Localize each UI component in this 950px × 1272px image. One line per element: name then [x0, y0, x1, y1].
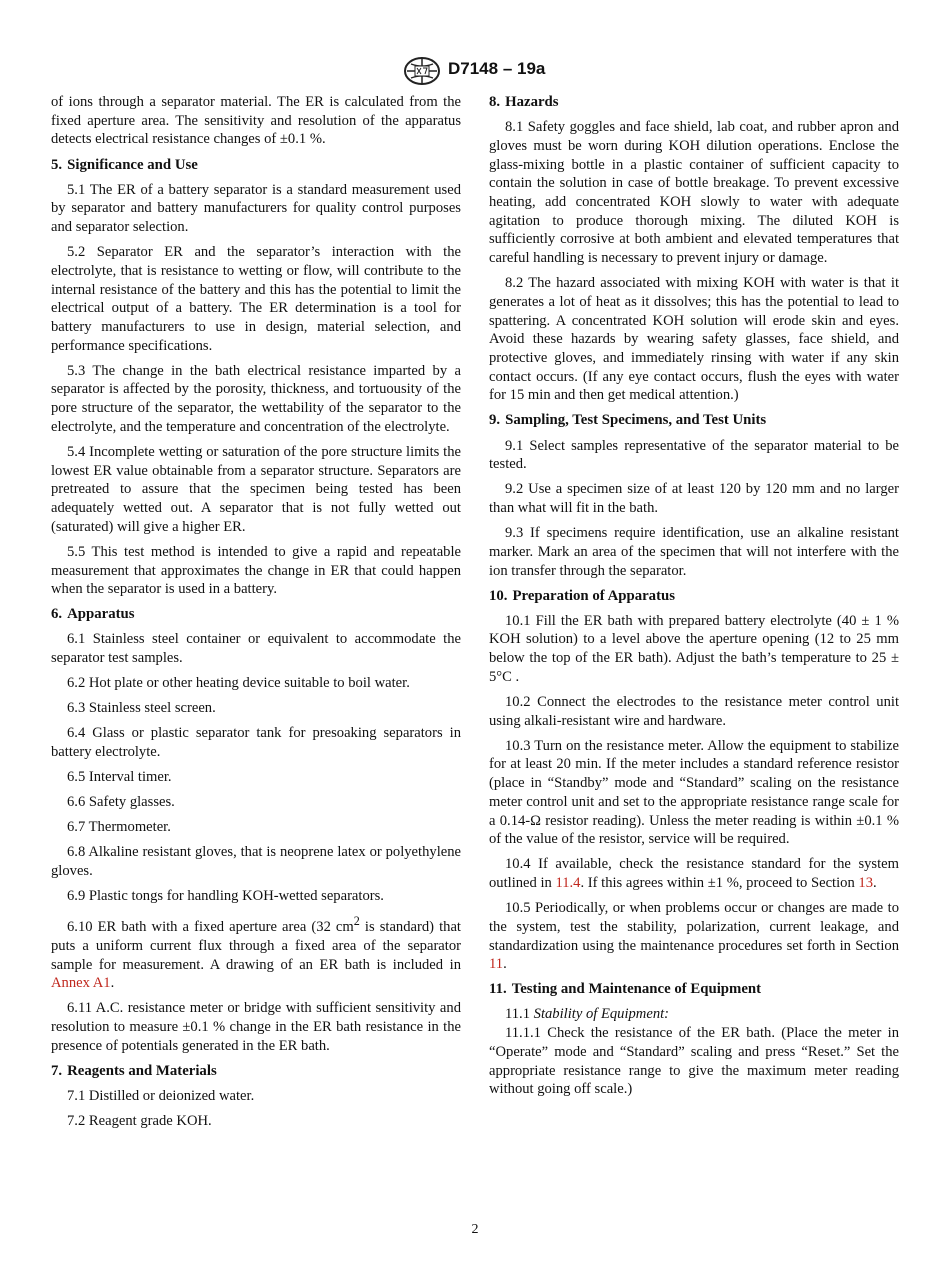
section-number: 11. [489, 981, 507, 998]
section-11-4-link[interactable]: 11.4 [555, 875, 581, 892]
section-title: Hazards [505, 94, 559, 110]
paragraph-6-9: 6.9 Plastic tongs for handling KOH-wetted separators. [67, 888, 384, 905]
superscript: 2 [353, 914, 360, 929]
section-6-heading [51, 605, 461, 624]
section-title: Preparation of Apparatus [512, 587, 675, 604]
astm-logo-icon [403, 56, 441, 86]
text-run: 10.4 If available, check the resistance standard for the system outlined in [489, 856, 899, 892]
section-number: 7. [51, 1062, 63, 1079]
paragraph-6-7: 6.7 Thermometer. [67, 819, 171, 836]
annex-a1-link[interactable]: Annex A1 [51, 975, 111, 992]
paragraph-8-1: 8.1 Safety goggles and face shield, lab coat, and rubber apron and gloves must be worn during KOH dilution operations. Enclose the glass-mixing bottle in a plastic container of sufficient capacity to contain the solution in case of bottle breakage. To prevent excessive heating, add concentrated KOH slowly to water with adequate agitation to produce thorough mixing. The diluted KOH is sufficiently corrosive at both ambient and elevated temperatures that careful handling is necessary to prevent injury or damage. [489, 119, 899, 267]
paragraph-6-4: 6.4 Glass or plastic separator tank for presoaking separators in battery electrolyte. [51, 725, 461, 761]
paragraph-5-1: 5.1 The ER of a battery separator is a standard measurement used by separator and battery manufacturers for quality control purposes and separator selection. [51, 181, 461, 235]
text-run: 10.5 Periodically, or when problems occur or changes are made to the system, test the stability, polarization, current leakage, and standardization using the maintenance procedures set forth in Section [489, 900, 899, 954]
text-run: 11.1 [505, 1006, 534, 1023]
paragraph-6-5: 6.5 Interval timer. [67, 769, 172, 786]
section-number: 5. [51, 156, 63, 173]
paragraph-6-3: 6.3 Stainless steel screen. [67, 700, 216, 717]
text-run: is standard) that puts a uniform current flux through a fixed area of the separator sample for measurement. A drawing of an ER bath is included in [51, 919, 461, 973]
paragraph-10-4 [489, 855, 899, 892]
paragraph-7-1: 7.1 Distilled or deionized water. [67, 1088, 255, 1105]
text-run: . [110, 975, 115, 992]
section-11-heading [489, 980, 899, 999]
italic-subheading: Stability of Equipment: [533, 1006, 670, 1023]
section-number: 9. [489, 412, 501, 429]
paragraph-10-3: 10.3 Turn on the resistance meter. Allow the equipment to stabilize for at least 20 min. If the meter includes a standard reference resistor (place in “Standby” mode and “Standard” scaling on the resistance meter control unit and set to the appropriate resistance range scale for a 0.14-Ω resistor reading). Unless the meter reading is within ±0.1 % of the value of the resistor, service will be required. [489, 737, 899, 848]
page-number: 2 [471, 1222, 479, 1237]
section-number: 6. [51, 606, 63, 623]
section-title: Apparatus [67, 606, 135, 623]
paragraph-6-1: 6.1 Stainless steel container or equivalent to accommodate the separator test samples. [51, 631, 461, 667]
paragraph-10-1: 10.1 Fill the ER bath with prepared battery electrolyte (40 ± 1 % KOH solution) to a level above the aperture opening (12 to 25 mm below the top of the ER bath). Adjust the bath’s temperature to 25 ± 5°C . [489, 612, 899, 685]
text-run: . [503, 956, 507, 973]
paragraph-8-2: 8.2 The hazard associated with mixing KOH with water is that it generates a lot of heat as it dissolves; this has the potential to lead to spattering. A concentrated KOH solution will erode skin and eyes. Avoid these hazards by wearing safety glasses, face shield, and protective gloves, and immediately rinsing with water if any skin contact occurs. (If any eye contact occurs, flush the eyes with water for 15 min and then get medical attention.) [489, 275, 899, 404]
left-column [51, 93, 461, 1137]
paragraph-5-5: 5.5 This test method is intended to give a rapid and repeatable measurement that approximates the change in ER that could happen when the separator is used in a battery. [51, 543, 461, 598]
text-run: 6.10 ER bath with a fixed aperture area (32 cm [67, 919, 354, 936]
section-title: Sampling, Test Specimens, and Test Units [505, 412, 767, 429]
right-column [489, 93, 899, 1105]
paragraph-5-2: 5.2 Separator ER and the separator’s interaction with the electrolyte, that is resistance to wetting or flow, will contribute to the internal resistance of the battery and this has the potential to limit the electrical output of a battery. The ER determination is a tool for battery manufacturers to use in design, material selection, and performance specifications. [51, 244, 461, 354]
paragraph-10-5 [489, 899, 899, 974]
paragraph-9-3: 9.3 If specimens require identification, use an alkaline resistant marker. Mark an area of the specimen that will not interfere with the ion transfer through the separator. [489, 525, 899, 579]
section-5-heading [51, 156, 461, 175]
section-number: 10. [489, 587, 508, 604]
text-run: . [873, 875, 877, 892]
paragraph-9-1: 9.1 Select samples representative of the separator material to be tested. [489, 437, 899, 473]
paragraph-6-11: 6.11 A.C. resistance meter or bridge with sufficient sensitivity and resolution to measure ±0.1 % change in the ER bath resistance in the presence of potentials generated in the ER bath. [51, 1000, 461, 1054]
section-9-heading [489, 411, 899, 430]
section-number: 8. [489, 94, 501, 110]
paragraph-9-2: 9.2 Use a specimen size of at least 120 by 120 mm and no larger than what will fit in the bath. [489, 481, 899, 517]
paragraph-6-8: 6.8 Alkaline resistant gloves, that is neoprene latex or polyethylene gloves. [51, 844, 461, 880]
section-title: Significance and Use [67, 156, 198, 173]
document-id: D7148 – 19a [448, 59, 546, 78]
section-10-heading [489, 587, 899, 606]
paragraph-6-2: 6.2 Hot plate or other heating device suitable to boil water. [67, 675, 410, 692]
section-13-link[interactable]: 13 [858, 875, 874, 892]
page-header [0, 56, 950, 86]
paragraph-6-6: 6.6 Safety glasses. [67, 794, 175, 811]
paragraph-6-10 [51, 912, 461, 993]
text-run: . If this agrees within ±1 %, proceed to Section [580, 875, 859, 892]
section-7-heading [51, 1062, 461, 1081]
section-11-link[interactable]: 11 [489, 956, 504, 973]
paragraph-5-3: 5.3 The change in the bath electrical resistance imparted by a separator is affected by the porosity, thickness, and tortuousity of the pore structure of the separator, the wettability of the separator to the electrolyte, and the temperature and concentration of the electrolyte. [51, 362, 461, 435]
paragraph-7-2: 7.2 Reagent grade KOH. [67, 1113, 212, 1130]
section-title: Testing and Maintenance of Equipment [511, 981, 762, 998]
section-title: Reagents and Materials [67, 1062, 217, 1079]
paragraph-10-2: 10.2 Connect the electrodes to the resistance meter control unit using alkali-resistant wire and hardware. [489, 693, 899, 729]
paragraph-5-4: 5.4 Incomplete wetting or saturation of the pore structure limits the lowest ER value obtainable from a separator structure. Separators are pretreated to assure that the specimen being tested has been adequately wetted out. A separator that is not fully wetted out (saturated) will give a higher ER. [51, 443, 461, 535]
paragraph-11-1-1: 11.1.1 Check the resistance of the ER bath. (Place the meter in “Operate” mode and “Standard” scaling and press “Reset.” Set the appropriate resistance range to give the maximum meter reading without going off scale.) [489, 1025, 899, 1098]
section-8-heading [489, 93, 899, 112]
paragraph-intro: of ions through a separator material. The ER is calculated from the fixed aperture area. The sensitivity and resolution of the apparatus detects electrical resistance changes of ±0.1 %. [51, 94, 461, 148]
paragraph-11-1 [489, 1005, 899, 1024]
